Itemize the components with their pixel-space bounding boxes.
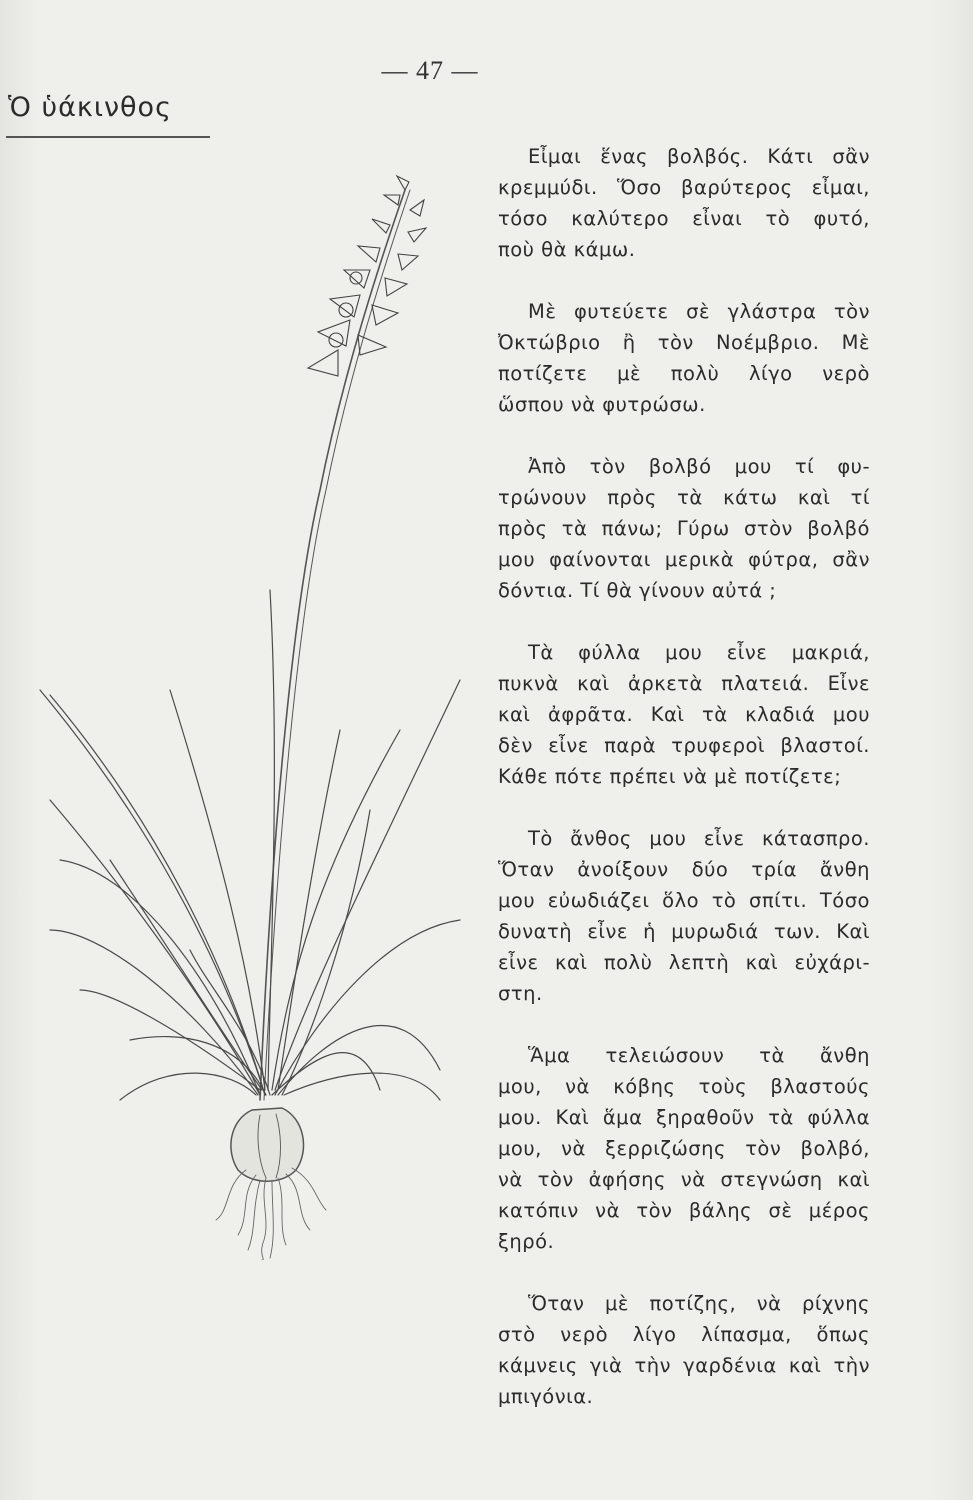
text-line: ποὺ θὰ κάμω. — [498, 238, 636, 261]
text-line: νὰ τὸν ἀφήσης νὰ στεγνώση καὶ — [498, 1168, 870, 1191]
text-line: κρεμμύδι. Ὅσο βαρύτερος εἶμαι, — [498, 176, 870, 199]
text-line: Ὅταν μὲ ποτίζης, νὰ ρίχνης — [528, 1292, 870, 1315]
text-line: Ὅταν ἀνοίξουν δύο τρία ἄνθη — [498, 858, 870, 881]
text-line: εἶνε καὶ πολὺ λεπτὴ καὶ εὐχάρι- — [498, 951, 870, 974]
paragraph — [498, 637, 870, 792]
text-column — [498, 141, 870, 1443]
text-line: καὶ ἀφρᾶτα. Καὶ τὰ κλαδιά μου — [498, 703, 870, 726]
text-line: πυκνὰ καὶ ἀρκετὰ πλατειά. Εἶνε — [498, 672, 870, 695]
text-line: τρώνουν πρὸς τὰ κάτω καὶ τί — [498, 486, 870, 509]
text-line: πρὸς τὰ πάνω; Γύρω στὸν βολβό — [498, 517, 870, 540]
text-line: δὲν εἶνε παρὰ τρυφεροὶ βλαστοί. — [498, 734, 870, 757]
text-line: στη. — [498, 982, 543, 1005]
text-line: μου. Καὶ ἅμα ξηραθοῦν τὰ φύλλα — [498, 1106, 870, 1129]
text-line: κάμνεις γιὰ τὴν γαρδένια καὶ τὴν — [498, 1354, 870, 1377]
page-number: — 47 — — [381, 56, 479, 85]
text-line: Ἅμα τελειώσουν τὰ ἄνθη — [528, 1044, 870, 1067]
paragraph — [498, 296, 870, 420]
text-line: Τὰ φύλλα μου εἶνε μακριά, — [528, 641, 870, 664]
text-line: Εἶμαι ἕνας βολβός. Κάτι σἂν — [528, 145, 870, 168]
text-line: μπιγόνια. — [498, 1385, 594, 1408]
paragraph — [498, 451, 870, 606]
title-underline — [6, 136, 210, 138]
text-line: Ἀπὸ τὸν βολβό μου τί φυ- — [528, 455, 870, 478]
text-line: Μὲ φυτεύετε σὲ γλάστρα τὸν — [528, 300, 870, 323]
paragraph — [498, 1288, 870, 1412]
text-line: Ὀκτώβριο ἢ τὸν Νοέμβριο. Μὲ — [498, 331, 870, 354]
text-line: Κάθε πότε πρέπει νὰ μὲ ποτίζετε; — [498, 765, 842, 788]
paragraph — [498, 1040, 870, 1257]
text-line: δυνατὴ εἶνε ἡ μυρωδιά των. Καὶ — [498, 920, 870, 943]
text-line: κατόπιν νὰ τὸν βάλης σὲ μέρος — [498, 1199, 870, 1222]
text-line: μου φαίνονται μερικὰ φύτρα, σἂν — [498, 548, 870, 571]
paragraph — [498, 823, 870, 1009]
text-line: μου εὐωδιάζει ὅλο τὸ σπίτι. Τόσο — [498, 889, 870, 912]
text-line: ὥσπου νὰ φυτρώσω. — [498, 393, 706, 416]
text-line: τόσο καλύτερο εἶναι τὸ φυτό, — [498, 207, 870, 230]
text-line: ξηρό. — [498, 1230, 555, 1253]
text-line: στὸ νερὸ λίγο λίπασμα, ὅπως — [498, 1323, 870, 1346]
hyacinth-plant-drawing-icon — [20, 170, 480, 1260]
text-line: Τὸ ἄνθος μου εἶνε κάτασπρο. — [528, 827, 870, 850]
text-line: δόντια. Τί θὰ γίνουν αὐτά ; — [498, 579, 777, 602]
paragraph — [498, 141, 870, 265]
text-line: μου, νὰ κόβης τοὺς βλαστούς — [498, 1075, 870, 1098]
text-line: μου, νὰ ξερριζώσης τὸν βολβό, — [498, 1137, 870, 1160]
text-line: ποτίζετε μὲ πολὺ λίγο νερὸ — [498, 362, 870, 385]
page-title: Ὁ ὑάκινθος — [8, 92, 172, 123]
